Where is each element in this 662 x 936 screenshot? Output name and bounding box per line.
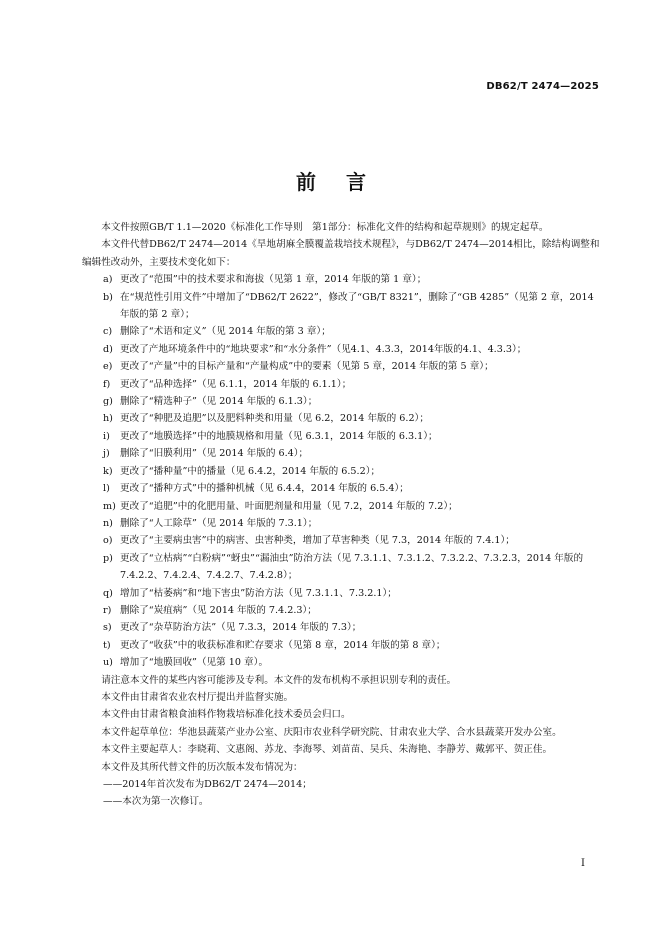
list-item <box>82 532 602 549</box>
list-item <box>82 271 602 288</box>
list-item-text: 更改了“产量”中的目标产量和“产量构成”中的要素（见第 5 章，2014 年版的第 5 章）； <box>120 361 494 373</box>
list-item-text: 更改了“范围”中的技术要求和海拔（见第 1 章，2014 年版的第 1 章）； <box>120 274 427 286</box>
drafting-units-paragraph: 本文件起草单位：华池县蔬菜产业办公室、庆阳市农业科学研究院、甘肃农业大学、合水县蔬菜开发办公室。 <box>101 726 562 738</box>
list-item-label: m) <box>103 500 116 512</box>
history-intro-paragraph: 本文件及其所代替文件的历次版本发布情况为： <box>101 761 303 773</box>
list-item-text: 更改了“收获”中的收获标准和贮存要求（见第 8 章，2014 年版的第 8 章）； <box>120 639 446 651</box>
list-item-text: 删除了“人工除草”（见 2014 年版的 7.3.1）； <box>120 517 318 529</box>
patent-notice: 请注意本文件的某些内容可能涉及专利。本文件的发布机构不承担识别专利的责任。 <box>101 674 457 686</box>
list-item <box>82 498 602 515</box>
list-item-label: n) <box>103 517 113 529</box>
list-item-text: 更改了“立枯病”“白粉病”“蚜虫”“漏油虫”防治方法（见 7.3.1.1、7.3.1.2、7.3.2.2、7.3.2.3，2014 年版的 7.4.2.2、7.4.2.4、7.4.2.7、7.4.2.8）； <box>120 552 584 582</box>
list-item-text: 更改了“追肥”中的化肥用量、叶面肥剂量和用量（见 7.2，2014 年版的 7.2）； <box>120 500 458 512</box>
committee-paragraph: 本文件由甘肃省粮食油料作物栽培标准化技术委员会归口。 <box>101 709 351 721</box>
list-item-label: q) <box>103 587 113 599</box>
list-item <box>82 619 602 636</box>
document-code: DB62/T 2474—2025 <box>486 81 599 92</box>
list-item-label: e) <box>103 361 113 373</box>
list-item-text: 更改了“地膜选择”中的地膜规格和用量（见 6.3.1，2014 年版的 6.3.1）； <box>120 430 438 442</box>
list-item <box>82 410 602 427</box>
list-item-label: i) <box>103 430 110 442</box>
list-item <box>82 637 602 654</box>
list-item <box>82 550 602 585</box>
list-item-text: 更改了“杂草防治方法”（见 7.3.3，2014 年版的 7.3）； <box>120 622 362 634</box>
list-item-text: 更改了“播种方式”中的播种机械（见 6.4.4，2014 年版的 6.5.4）； <box>120 483 409 495</box>
list-item-text: 增加了“枯萎病”和“地下害虫”防治方法（见 7.3.1.1、7.3.2.1）； <box>120 587 397 599</box>
list-item <box>82 463 602 480</box>
list-item <box>82 376 602 393</box>
list-item-text: 删除了“精选种子”（见 2014 年版的 6.1.3）； <box>120 396 318 408</box>
list-item-label: h) <box>103 413 113 425</box>
list-item-text: 更改了“主要病虫害”中的病害、虫害种类，增加了草害种类（见 7.3，2014 年版的 7.4.1）； <box>120 535 515 547</box>
list-item <box>82 358 602 375</box>
intro-paragraph-1: 本文件按照GB/T 1.1—2020《标准化工作导则 第1部分：标准化文件的结构和起草规则》的规定起草。 <box>101 222 549 233</box>
list-item <box>82 585 602 602</box>
list-item-text: 删除了“炭疽病”（见 2014 年版的 7.4.2.3）； <box>120 604 317 616</box>
list-item <box>82 654 602 671</box>
proposer-paragraph: 本文件由甘肃省农业农村厅提出并监督实施。 <box>101 691 294 703</box>
list-item-text: 在“规范性引用文件”中增加了“DB62/T 2622”，修改了“GB/T 8321”，删除了“GB 4285”（见第 2 章，2014 年版的第 2 章）； <box>120 291 594 321</box>
list-item-text: 增加了“地膜回收”（见第 10 章）。 <box>120 657 269 669</box>
list-item <box>82 289 602 324</box>
changes-list <box>82 271 602 671</box>
list-item <box>82 341 602 358</box>
list-item-label: c) <box>103 326 113 338</box>
list-item-text: 删除了“旧膜利用”（见 2014 年版的 6.4）； <box>120 448 309 460</box>
list-item-text: 删除了“术语和定义”（见 2014 年版的第 3 章）； <box>120 326 331 338</box>
list-item <box>82 480 602 497</box>
list-item-label: a) <box>103 274 113 286</box>
list-item-label: j) <box>103 448 110 460</box>
list-item <box>82 428 602 445</box>
history-item: ——本次为第一次修订。 <box>103 796 209 808</box>
list-item-label: r) <box>103 604 112 616</box>
list-item-label: f) <box>103 378 111 390</box>
list-item-label: o) <box>103 535 113 547</box>
list-item-label: b) <box>103 291 113 303</box>
page-title <box>0 166 662 195</box>
list-item <box>82 602 602 619</box>
list-item-label: p) <box>103 552 113 564</box>
list-item-text: 更改了产地环境条件中的“地块要求”和“水分条件”（见4.1、4.3.3，2014年版的4.1、4.3.3）； <box>120 343 527 355</box>
list-item <box>82 323 602 340</box>
list-item-label: k) <box>103 465 113 477</box>
list-item-label: t) <box>103 639 111 651</box>
list-item-label: g) <box>103 396 113 408</box>
list-item-label: u) <box>103 657 113 669</box>
title-char-2: 言 <box>346 170 366 194</box>
document-body <box>82 219 602 811</box>
list-item <box>82 515 602 532</box>
list-item-label: d) <box>103 343 113 355</box>
title-char-1: 前 <box>296 170 316 194</box>
page-number: I <box>581 858 585 869</box>
list-item-text: 更改了“品种选择”（见 6.1.1，2014 年版的 6.1.1）； <box>120 378 352 390</box>
list-item-label: s) <box>103 622 112 634</box>
list-item <box>82 393 602 410</box>
list-item <box>82 445 602 462</box>
list-item-label: l) <box>103 483 110 495</box>
drafters-paragraph: 本文件主要起草人：李晓莉、文惠阁、苏龙、李海琴、刘苗苗、吴兵、朱海艳、李静芳、戴郭平、贺正佳。 <box>101 744 553 756</box>
list-item-text: 更改了“种肥及追肥”以及肥料种类和用量（见 6.2，2014 年版的 6.2）； <box>120 413 429 425</box>
history-item: ——2014年首次发布为DB62/T 2474—2014； <box>103 779 312 790</box>
list-item-text: 更改了“播种量”中的播量（见 6.4.2，2014 年版的 6.5.2）； <box>120 465 381 477</box>
intro-paragraph-2: 本文件代替DB62/T 2474—2014《旱地胡麻全膜覆盖栽培技术规程》，与DB62/T 2474—2014相比，除结构调整和编辑性改动外，主要技术变化如下： <box>82 239 600 268</box>
